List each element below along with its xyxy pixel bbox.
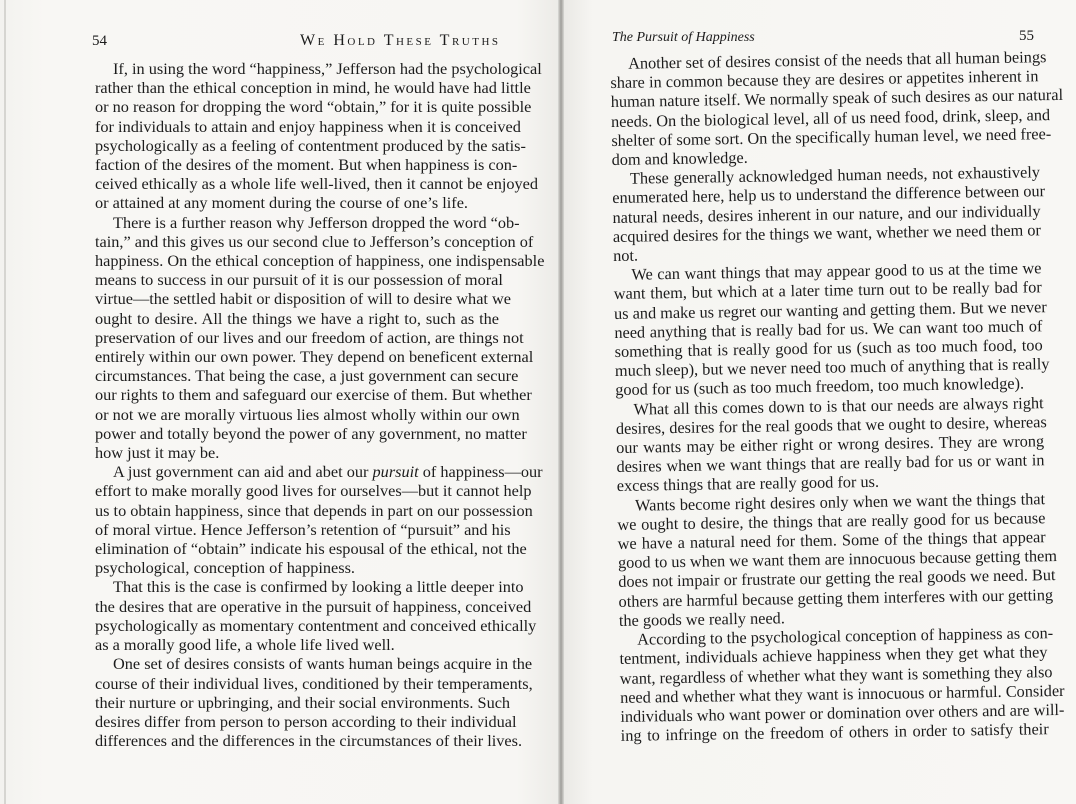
text-run: share in common because they are desires or appetites inherent in bbox=[610, 66, 1039, 93]
text-run: Wants become right desires only when we want the things that bbox=[634, 488, 1046, 515]
text-run: good for us (such as too much freedom, too much knowledge). bbox=[615, 373, 1025, 400]
text-line bbox=[95, 59, 542, 78]
text-line bbox=[95, 519, 511, 539]
text-run: us and make us regret our wanting and getting them. But we never bbox=[613, 296, 1047, 323]
text-line bbox=[95, 615, 537, 635]
text-line bbox=[95, 423, 527, 443]
text-run: effort to make morally good lives for ourselves—but it cannot help bbox=[95, 481, 532, 501]
page-number: 55 bbox=[1019, 28, 1034, 44]
page-edge bbox=[4, 0, 6, 804]
text-line bbox=[95, 251, 545, 271]
text-line bbox=[95, 692, 511, 712]
text-run: preservation of our lives and our freedom of action, are things not bbox=[95, 327, 524, 347]
text-run: not. bbox=[613, 245, 639, 266]
text-run: need and whether what they want is innocuous or harmful. Consider bbox=[619, 680, 1065, 707]
text-line bbox=[95, 577, 524, 597]
text-run: of moral virtue. Hence Jefferson’s retention of “pursuit” and his bbox=[95, 519, 511, 539]
text-run: There is a further reason why Jefferson dropped the word “ob- bbox=[113, 212, 520, 232]
text-run: rather than the ethical conception in mind, he would have had little bbox=[95, 78, 531, 98]
text-line bbox=[95, 558, 499, 577]
text-run: us to obtain happiness, since that depends in part on our possession bbox=[95, 500, 533, 520]
text-run: need anything that is really bad for us. We can want too much of bbox=[614, 316, 1043, 342]
text-run: needs. On the biological level, all of us need food, drink, sleep, and bbox=[610, 104, 1051, 131]
text-line bbox=[95, 231, 534, 251]
text-line bbox=[95, 404, 520, 424]
running-head: The Pursuit of Happiness bbox=[612, 30, 755, 45]
text-run: faction of the desires of the moment. But when happiness is con- bbox=[95, 155, 518, 175]
text-line bbox=[95, 347, 534, 367]
text-run: others are harmful because getting them interferes with our getting bbox=[618, 584, 1054, 611]
text-run: as a morally good life, a whole life lived well. bbox=[95, 635, 395, 655]
text-run: dom and knowledge. bbox=[611, 147, 748, 170]
text-line bbox=[95, 481, 532, 501]
text-run: enumerated here, help us to understand the difference between our bbox=[612, 181, 1046, 208]
text-run: we ought to desire, the things that are really good for us because bbox=[617, 508, 1046, 534]
text-run: tain,” and this gives us our second clue to Jefferson’s conception of bbox=[95, 231, 534, 251]
text-run: We can want things that may appear good to us at the time we bbox=[631, 258, 1042, 284]
text-run: virtue—the settled habit or disposition of will to desire what we bbox=[95, 289, 511, 309]
text-run: shelter of some sort. On the specifically human level, we need free- bbox=[611, 123, 1052, 150]
running-head: We Hold These Truths bbox=[300, 32, 501, 49]
text-run: much sleep), but we never need too much of anything that is really bbox=[614, 354, 1050, 381]
text-line bbox=[95, 212, 520, 232]
text-run: natural needs, desires inherent in our nature, and our individually bbox=[612, 200, 1041, 227]
text-run: the desires that are operative in the pursuit of happiness, conceived bbox=[95, 596, 532, 616]
text-line bbox=[95, 78, 531, 98]
text-run: desires when we want things that are really bad for us or want in bbox=[616, 450, 1045, 477]
text-line bbox=[95, 673, 533, 693]
text-run: want, regardless of whether what they want is something they also bbox=[619, 661, 1053, 688]
text-run: does not impair or frustrate our getting the real goods we need. But bbox=[618, 565, 1056, 592]
text-run: individuals who want power or domination over others and are will- bbox=[620, 699, 1065, 726]
text-run: happiness. On the ethical conception of happiness, one indispensable bbox=[95, 251, 545, 271]
text-run: According to the psychological conception of happiness as con- bbox=[637, 623, 1054, 649]
text-run: or no reason for dropping the word “obtain,” for it is quite possible bbox=[95, 97, 532, 117]
text-run: we have a natural need for them. Some of the things that appear bbox=[617, 527, 1046, 554]
text-run: What all this comes down to is that our needs are always right bbox=[633, 392, 1044, 419]
right-page bbox=[562, 0, 1076, 804]
text-run: how just it may be. bbox=[95, 443, 220, 463]
text-run: our wants may be either right or wrong desires. They are wrong bbox=[616, 431, 1045, 458]
text-line bbox=[95, 97, 532, 117]
text-run: elimination of “obtain” indicate his espousal of the ethical, not the bbox=[95, 539, 527, 559]
text-run: their nurture or upbringing, and their social environments. Such bbox=[95, 692, 511, 712]
text-line bbox=[95, 309, 499, 328]
text-line bbox=[95, 500, 533, 520]
text-line bbox=[95, 116, 521, 136]
text-line bbox=[95, 731, 523, 751]
text-line bbox=[95, 327, 524, 347]
text-line bbox=[95, 135, 526, 155]
text-run: ceived ethically as a whole life well-lived, then it cannot be enjoyed bbox=[95, 174, 539, 194]
text-run: ought to desire. All the things we have a right to, such as the bbox=[95, 308, 499, 328]
text-run: psychologically as momentary contentment and conceived ethically bbox=[95, 615, 537, 635]
text-run: good to us when we want them are innocuous because getting them bbox=[617, 546, 1058, 573]
text-run: course of their individual lives, conditioned by their temperaments, bbox=[95, 673, 533, 693]
text-run: That this is the case is confirmed by looking a little deeper into bbox=[113, 577, 524, 597]
text-run: or attained at any moment during the course of one’s life. bbox=[95, 193, 468, 213]
text-line bbox=[95, 596, 532, 616]
text-line bbox=[95, 385, 532, 405]
text-line bbox=[95, 193, 499, 212]
text-run: the goods we really need. bbox=[618, 608, 785, 630]
body-text bbox=[95, 59, 545, 751]
text-run: One set of desires consists of wants human beings acquire in the bbox=[113, 654, 533, 674]
text-run: tentment, individuals achieve happiness when they get what they bbox=[619, 642, 1048, 669]
text-run: Another set of desires consist of the needs that all human beings bbox=[627, 47, 1047, 73]
text-run: If, in using the word “happiness,” Jefferson had the psychological bbox=[113, 59, 542, 78]
text-run: or not we are morally virtuous lies almost wholly within our own bbox=[95, 404, 520, 424]
text-line bbox=[95, 635, 499, 654]
text-run: means to success in our pursuit of it is our possession of moral bbox=[95, 270, 503, 290]
text-line bbox=[95, 462, 543, 482]
text-run: excess things that are really good for us. bbox=[616, 472, 880, 496]
page-number: 54 bbox=[92, 33, 107, 49]
text-run: desires differ from person to person according to their individual bbox=[95, 711, 517, 731]
text-line bbox=[95, 155, 518, 175]
text-run: desires, desires for the real goods that we ought to desire, whereas bbox=[615, 412, 1047, 438]
text-line bbox=[95, 366, 519, 386]
emphasis: pursuit bbox=[372, 462, 419, 482]
text-line bbox=[95, 654, 533, 674]
book-gutter bbox=[558, 0, 564, 804]
text-line bbox=[95, 289, 511, 309]
text-run: ing to infringe on the freedom of others in order to satisfy their bbox=[620, 719, 1049, 746]
text-run: psychological, conception of happiness. bbox=[95, 558, 355, 578]
text-run: entirely within our own power. They depend on beneficent external bbox=[95, 347, 534, 367]
text-run: of happiness—our bbox=[418, 462, 543, 482]
text-line bbox=[95, 174, 539, 194]
text-run: A just government can aid and abet our bbox=[113, 462, 373, 482]
text-run: psychologically as a feeling of contentment produced by the satis- bbox=[95, 135, 526, 155]
text-run: for individuals to attain and enjoy happiness when it is conceived bbox=[95, 116, 521, 136]
text-run: acquired desires for the things we want, whether we need them or bbox=[612, 220, 1041, 246]
text-run: human nature itself. We normally speak of such desires as our natural bbox=[610, 85, 1064, 112]
text-run: circumstances. That being the case, a just government can secure bbox=[95, 366, 519, 386]
body-text bbox=[610, 47, 1065, 746]
text-line bbox=[95, 711, 517, 731]
text-run: These generally acknowledged human needs, not exhaustively bbox=[629, 162, 1041, 188]
text-run: differences and the differences in the circumstances of their lives. bbox=[95, 731, 523, 751]
text-line bbox=[95, 539, 527, 559]
text-run: our rights to them and safeguard our exercise of them. But whether bbox=[95, 385, 532, 405]
text-line bbox=[95, 270, 503, 290]
text-run: something that is really good for us (such as too much food, too bbox=[614, 335, 1043, 362]
text-line bbox=[95, 443, 499, 462]
text-run: power and totally beyond the power of any government, no matter bbox=[95, 423, 527, 443]
text-run: want them, but which at a later time turn out to be really bad for bbox=[613, 277, 1042, 304]
